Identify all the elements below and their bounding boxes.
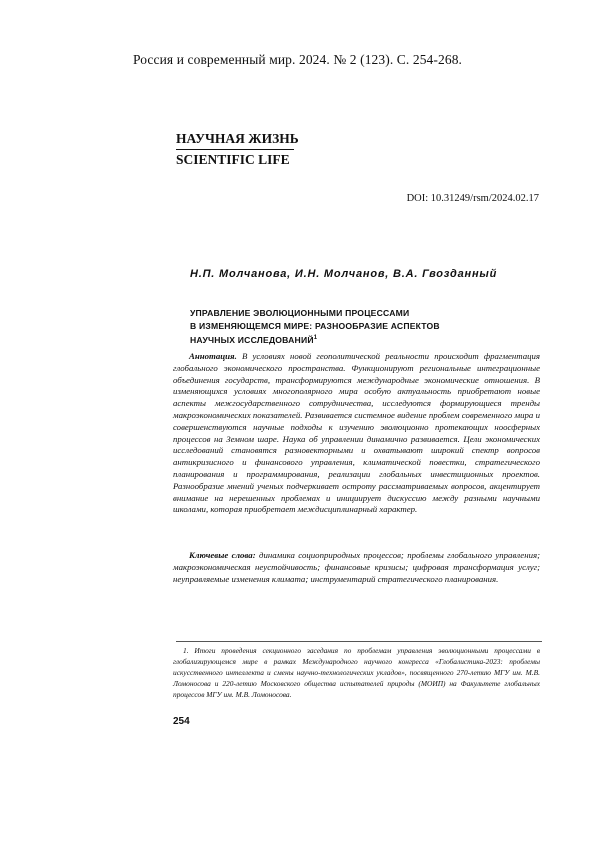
article-title-line-3 <box>190 332 490 346</box>
section-title-ru: НАУЧНАЯ ЖИЗНЬ <box>176 131 299 146</box>
keywords-text: динамика социоприродных процессов; проблемы глобального управления; макроэкономическая неустойчивость; финансовые кризисы; цифровая трансформация услуг; неуправляемые изменения климата; инструментарий стратегического планирования. <box>173 550 540 584</box>
authors-line: Н.П. Молчанова, И.Н. Молчанов, В.А. Гвозданный <box>190 268 498 280</box>
article-title <box>190 307 490 346</box>
abstract-label: Аннотация. <box>189 351 237 361</box>
article-title-line-2: В ИЗМЕНЯЮЩЕМСЯ МИРЕ: РАЗНООБРАЗИЕ АСПЕКТОВ <box>190 320 440 331</box>
keywords <box>173 550 540 585</box>
section-divider <box>176 149 294 150</box>
journal-header: Россия и современный мир. 2024. № 2 (123). С. 254-268. <box>132 52 463 67</box>
abstract-text: В условиях новой геополитической реальности происходит фрагментация глобального экономического пространства. Функционируют региональные интеграционные объединения государств, трансформируются международные экономические отношения. В изменяющихся условиях многополярного мира особую актуальность приобретают новые аспекты межгосударственного сотрудничества, исследуются формирующиеся тренды макроэкономических показателей. Развивается системное видение проблем современного мира и совершенствуются научные подходы к изучению эволюционно протекающих ноосферных процессов на Земном шаре. Наука об управлении динамично развивается. Цели экономических исследований становятся разновекторными и охватывают широкий спектр вопросов антикризисного и финансового управления, климатической повестки, стратегического планирования и программирования, реализации глобальных инвестиционных проектов. Разнообразие мнений ученых подчеркивает остроту рассматриваемых вопросов, акцентирует внимание на нерешенных проблемах и инициирует дискуссию между разными научными школами, которая приобретает междисциплинарный характер. <box>173 351 540 515</box>
section-title-en: SCIENTIFIC LIFE <box>176 152 290 167</box>
article-title-line-3-text: НАУЧНЫХ ИССЛЕДОВАНИЙ <box>190 334 314 345</box>
page-number: 254 <box>173 716 190 727</box>
footnote-marker[interactable]: 1 <box>313 335 318 341</box>
section-heading <box>176 131 376 168</box>
footnote-divider <box>176 641 542 642</box>
footnote: 1. Итоги проведения секционного заседания по проблемам управления эволюционными процессами в глобализирующемся мире в рамках Международного научного конгресса «Глобалистика-2023: проблемы искусственного интеллекта и смены научно-технологических укладов», посвященного 270-летию МГУ им. М.В. Ломоносова и 220-летию Московского общества испытателей природы (МОИП) на Факультете глобальных процессов МГУ им. М.В. Ломоносова. <box>173 646 540 699</box>
doi-line: DOI: 10.31249/rsm/2024.02.17 <box>406 193 539 204</box>
abstract <box>173 351 540 516</box>
keywords-label: Ключевые слова: <box>189 550 256 560</box>
article-title-line-1: УПРАВЛЕНИЕ ЭВОЛЮЦИОННЫМИ ПРОЦЕССАМИ <box>190 308 410 318</box>
